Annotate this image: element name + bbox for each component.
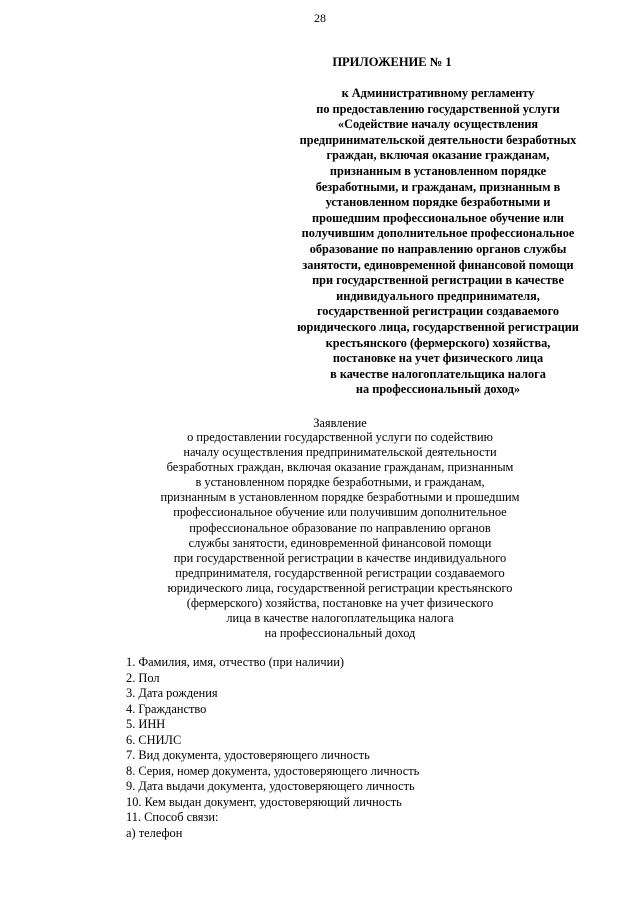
application-field-item: 9. Дата выдачи документа, удостоверяющего личность <box>126 779 415 793</box>
application-field-item: 2. Пол <box>126 670 160 685</box>
application-field-item: а) телефон <box>126 825 183 840</box>
application-field-item: 8. Серия, номер документа, удостоверяющего личность <box>126 763 420 778</box>
application-field-item: 4. Гражданство <box>126 701 207 716</box>
application-field-item: 1. Фамилия, имя, отчество (при наличии) <box>126 655 345 669</box>
application-field-item: 7. Вид документа, удостоверяющего личность <box>126 748 370 762</box>
application-field-item: 10. Кем выдан документ, удостоверяющий личность <box>126 794 402 809</box>
statement-heading: Заявление <box>313 416 367 430</box>
statement-body: о предоставлении государственной услуги по содействию началу осуществления предпринимательской деятельности безработных граждан, включая оказание гражданам, признанным в установленном порядке безработными, и гражданам, признанным в установленном порядке безработными и прошедшим профессиональное обучение или получившим дополнительное профессиональное образование по направлению органов службы занятости, единовременной финансовой помощи при государственной регистрации в качестве индивидуального предпринимателя, государственной регистрации создаваемого юридического лица, государственной регистрации крестьянского (фермерского) хозяйства, постановке на учет физического лица в качестве налогоплательщика налога на профессиональный доход <box>160 430 520 641</box>
application-field-item: 11. Способ связи: <box>126 810 219 824</box>
application-field-item: 5. ИНН <box>126 717 166 731</box>
application-field-item: 6. СНИЛС <box>126 732 182 747</box>
appendix-subtitle: к Административному регламенту по предоставлению государственной услуги «Содействие началу осуществления предпринимательской деятельности безработных граждан, включая оказание гражданам, признанным в установленном порядке безработными, и гражданам, признанным в установленном порядке безработными и прошедшим профессиональное обучение или получившим дополнительное профессиональное образование по направлению органов службы занятости, единовременной финансовой помощи при государственной регистрации в качестве индивидуального предпринимателя, государственной регистрации создаваемого юридического лица, государственной регистрации крестьянского (фермерского) хозяйства, постановке на учет физического лица в качестве налогоплательщика налога на профессиональный доход» <box>297 86 579 397</box>
application-fields-list <box>126 655 546 841</box>
application-field-item: 3. Дата рождения <box>126 686 218 700</box>
appendix-title: ПРИЛОЖЕНИЕ № 1 <box>332 55 452 69</box>
page-number: 28 <box>314 11 326 25</box>
